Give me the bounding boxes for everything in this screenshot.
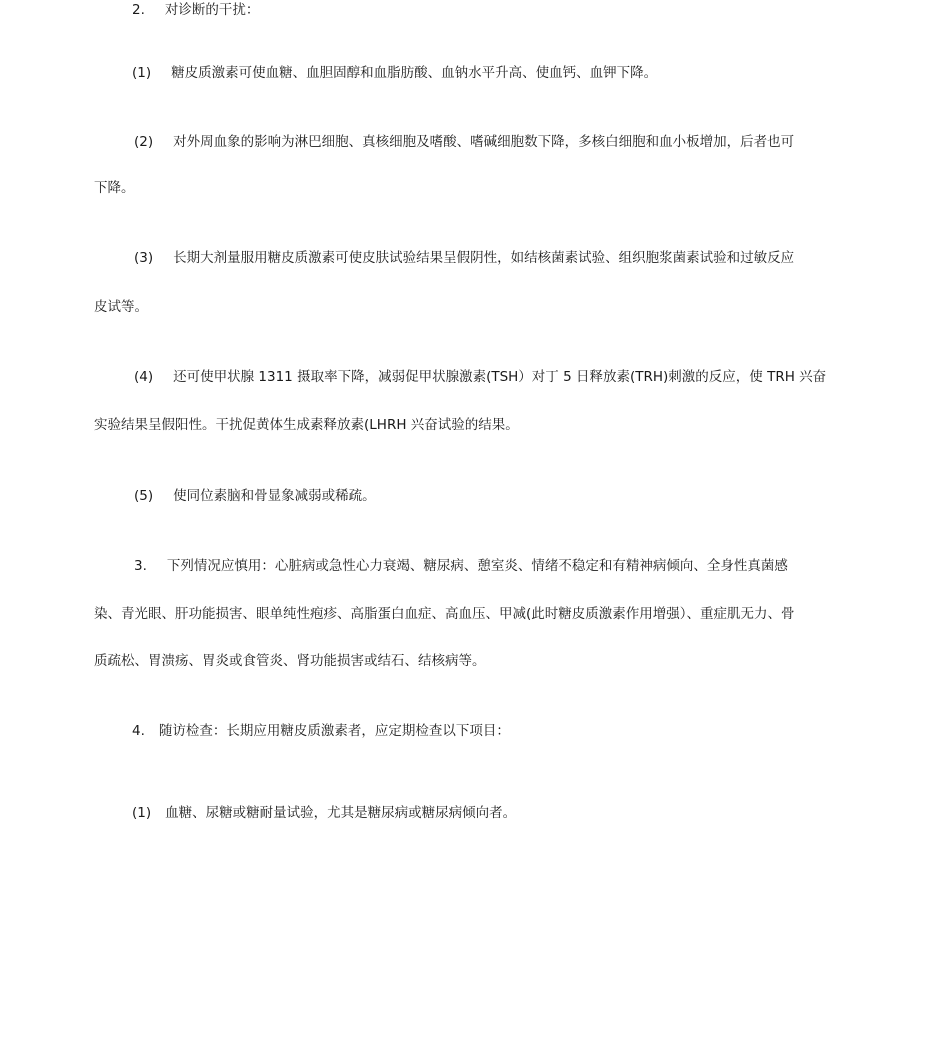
item-number: (2) — [134, 134, 154, 150]
item-text: 对外周血象的影响为淋巴细胞、真核细胞及嗜酸、嗜碱细胞数下降，多核白细胞和血小板增加，后者也可 — [173, 134, 795, 150]
item-3-line3 — [94, 651, 486, 671]
sub-item-5 — [134, 486, 376, 506]
item-4-heading — [132, 721, 510, 741]
item-text-continued: 染、青光眼、肝功能损害、眼单纯性疱疹、高脂蛋白血症、高血压、甲减(此时糖皮质激素作用增强）、重症肌无力、骨 — [94, 606, 795, 622]
item-3-line1 — [134, 556, 788, 576]
item-number: 2. — [132, 2, 145, 18]
item-4-sub-item-1 — [132, 803, 516, 823]
sub-item-4-line2 — [94, 415, 519, 435]
item-text-continued: 实验结果呈假阳性。干扰促黄体生成素释放素(LHRH 兴奋试验的结果。 — [94, 417, 519, 433]
item-text: 血糖、尿糖或糖耐量试验，尤其是糖尿病或糖尿病倾向者。 — [165, 805, 517, 821]
item-text: 长期大剂量服用糖皮质激素可使皮肤试验结果呈假阴性，如结核菌素试验、组织胞浆菌素试验和过敏反应 — [173, 250, 795, 266]
sub-item-2-line1 — [134, 132, 794, 152]
item-number: 3. — [134, 558, 147, 574]
item-text: 还可使甲状腺 1311 摄取率下降，减弱促甲状腺激素(TSH）对丁 5 日释放素(TRH)刺激的反应，使 TRH 兴奋 — [173, 369, 827, 385]
sub-item-1 — [132, 63, 657, 83]
item-number: (4) — [134, 369, 154, 385]
item-3-line2 — [94, 604, 795, 624]
item-text: 下列情况应慎用：心脏病或急性心力衰竭、糖尿病、憩室炎、情绪不稳定和有精神病倾向、全身性真菌感 — [166, 558, 788, 574]
sub-item-4-line1 — [134, 367, 826, 387]
sub-item-3-line2 — [94, 297, 148, 317]
item-number: (1) — [132, 805, 152, 821]
item-number: (1) — [132, 65, 152, 81]
item-text: 糖皮质激素可使血糖、血胆固醇和血脂肪酸、血钠水平升高、使血钙、血钾下降。 — [171, 65, 658, 81]
item-text: 对诊断的干扰： — [164, 2, 260, 18]
sub-item-3-line1 — [134, 248, 794, 268]
sub-item-2-line2 — [94, 178, 135, 198]
item-2-heading — [132, 0, 259, 20]
item-text: 使同位素脑和骨显象减弱或稀疏。 — [173, 488, 376, 504]
item-text-continued: 下降。 — [94, 180, 135, 196]
item-number: 4. — [132, 723, 145, 739]
item-text-continued: 质疏松、胃溃疡、胃炎或食管炎、肾功能损害或结石、结核病等。 — [94, 653, 486, 669]
item-number: (5) — [134, 488, 154, 504]
item-text: 随访检查：长期应用糖皮质激素者，应定期检查以下项目： — [158, 723, 510, 739]
item-number: (3) — [134, 250, 154, 266]
item-text-continued: 皮试等。 — [94, 299, 148, 315]
